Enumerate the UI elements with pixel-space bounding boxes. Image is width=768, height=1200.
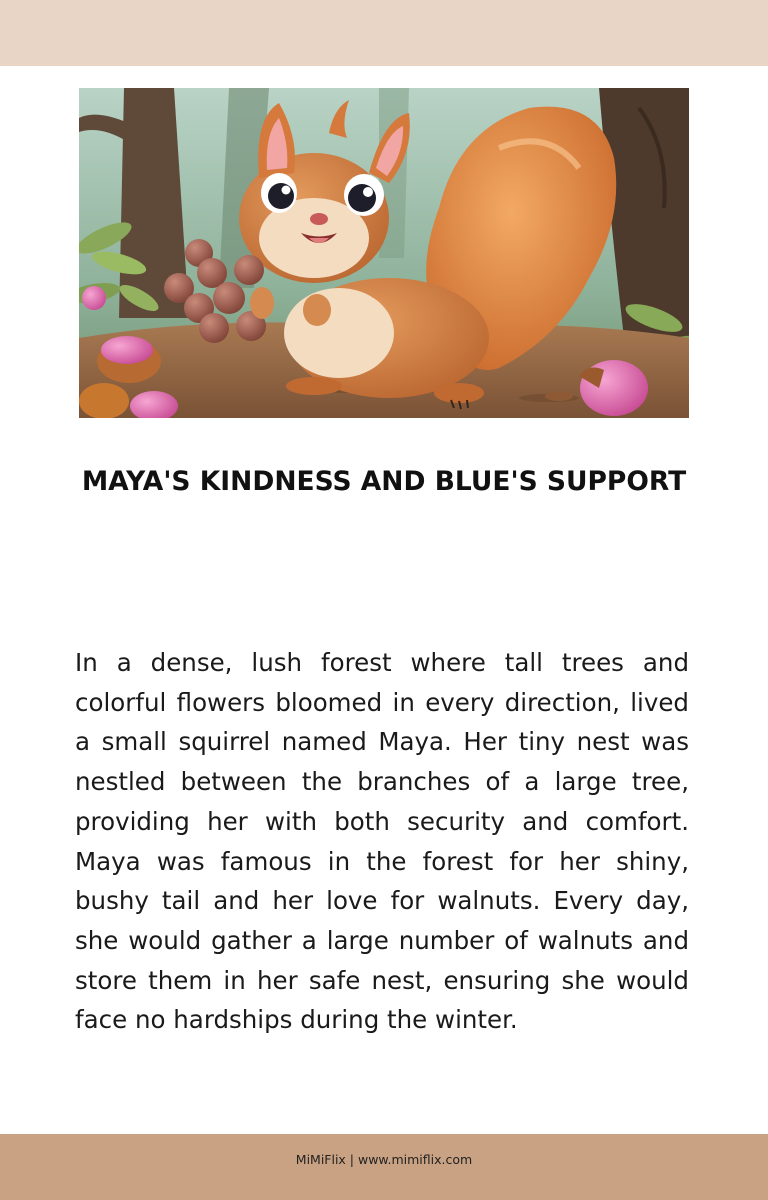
squirrel-illustration	[79, 88, 689, 418]
top-band	[0, 0, 768, 66]
page-title: MAYA'S KINDNESS AND BLUE'S SUPPORT	[81, 466, 687, 497]
squirrel-with-nuts-image	[79, 88, 689, 418]
story-paragraph: In a dense, lush forest where tall trees and colorful flowers bloomed in every direction, lived a small squirrel named Maya. Her tiny nest was nestled between the branches of a large tree, providing her with both security and comfort. Maya was famous in the forest for her shiny, bushy tail and her love for walnuts. Every day, she would gather a large number of walnuts and store them in her safe nest, ensuring she would face no hardships during the winter.	[75, 648, 689, 1035]
footer-credit: MiMiFlix | www.mimiflix.com	[295, 1152, 473, 1167]
